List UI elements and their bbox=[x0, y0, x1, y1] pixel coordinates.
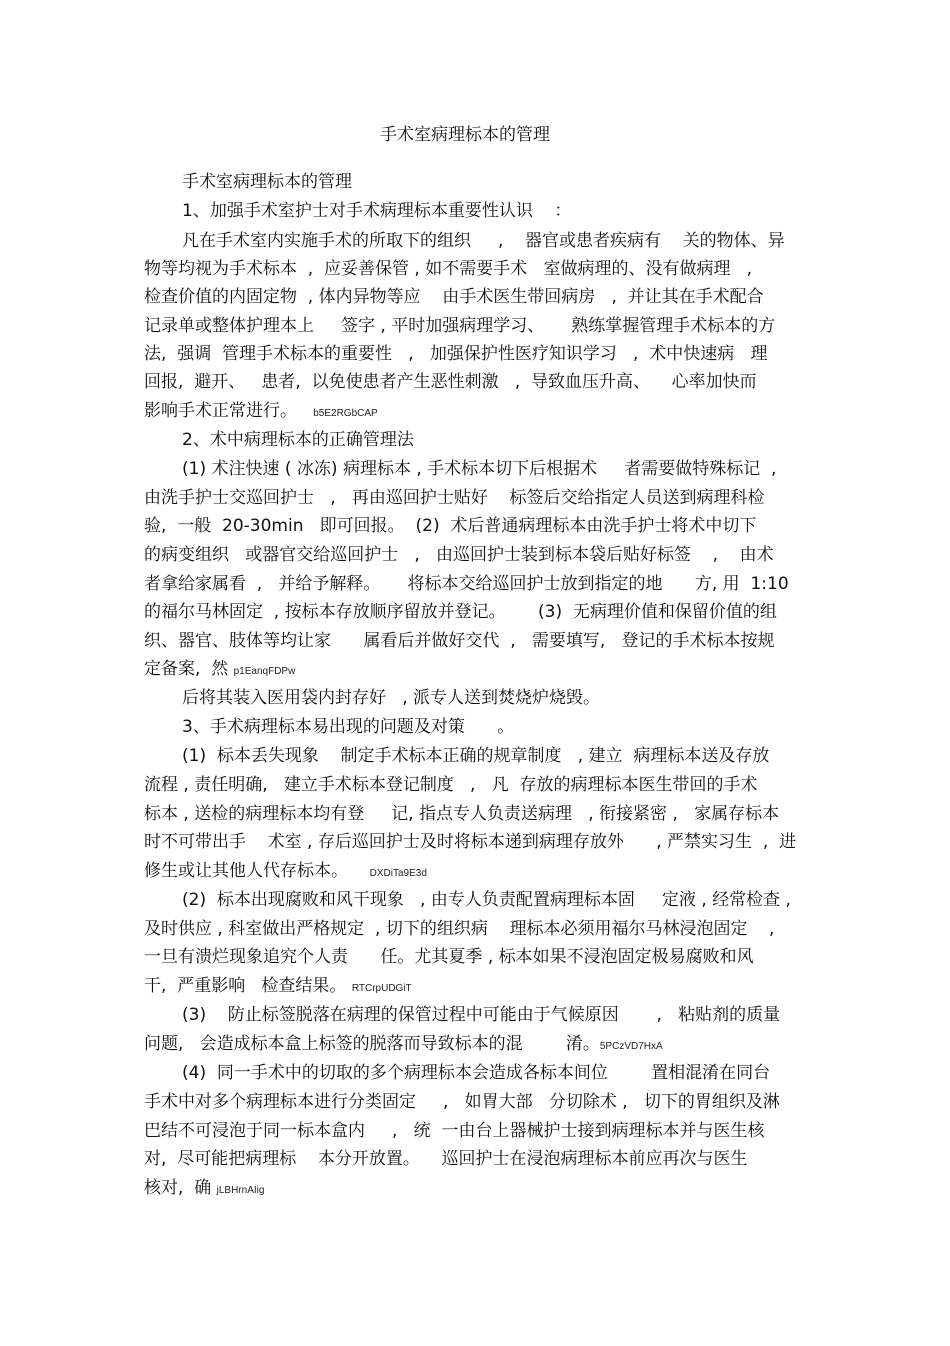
reference-code: jLBHrnAIig bbox=[216, 1185, 265, 1196]
reference-code: RTCrpUDGiT bbox=[351, 983, 412, 994]
section-3-line: 巴结不可浸泡于同一标本盒内 , 统 一由台上器械护士接到病理标本并与医生核 bbox=[144, 1121, 765, 1141]
section-2-line: 的福尔马林固定 , 按标本存放顺序留放并登记。 (3) 无病理价值和保留价值的组 bbox=[144, 602, 777, 622]
section-2-heading: 2、术中病理标本的正确管理法 bbox=[182, 430, 414, 450]
section-2-line: (1) 术注快速 ( 冰冻) 病理标本 , 手术标本切下后根据术 者需要做特殊标记 , bbox=[182, 459, 777, 479]
section-1-line: 法, 强调 管理手术标本的重要性 , 加强保护性医疗知识学习 , 术中快速病 理 bbox=[144, 344, 768, 364]
section-3-line: 时不可带出手 术室 , 存后巡回护士及时将标本递到病理存放外 , 严禁实习生 , 进 bbox=[144, 832, 797, 852]
section-2-text: 定备案, 然 bbox=[144, 659, 229, 679]
section-1-line: 凡在手术室内实施手术的所取下的组织 , 器官或患者疾病有 关的物体、异 bbox=[182, 231, 785, 251]
section-2-line: 后将其装入医用袋内封存好 , 派专人送到焚烧炉烧毁。 bbox=[182, 688, 601, 708]
section-3-line bbox=[144, 1033, 663, 1058]
section-2-line: 织、器官、肢体等均让家 属看后并做好交代 , 需要填写, 登记的手术标本按规 bbox=[144, 631, 775, 651]
section-1-line: 回报, 避开、 患者, 以免使患者产生恶性刺激 , 导致血压升高、 心率加快而 bbox=[144, 372, 757, 392]
section-1-line: 物等均视为手术标本 , 应妥善保管 , 如不需要手术 室做病理的、没有做病理 , bbox=[144, 259, 753, 279]
section-2-line: 的病变组织 或器官交给巡回护士 , 由巡回护士装到标本袋后贴好标签 , 由术 bbox=[144, 545, 774, 565]
section-3-line: (2) 标本出现腐败和风干现象 , 由专人负责配置病理标本固 定液 , 经常检查 , bbox=[182, 890, 791, 910]
section-3-line: (3) 防止标签脱落在病理的保管过程中可能由于气候原因 , 粘贴剂的质量 bbox=[182, 1005, 781, 1025]
section-3-text: 修生或让其他人代存标本。 bbox=[144, 861, 348, 881]
section-3-text: 干, 严重影响 检查结果。 bbox=[144, 976, 347, 996]
section-1-text: 影响手术正常进行。 bbox=[144, 401, 297, 421]
section-2-line bbox=[144, 658, 295, 683]
section-3-text: 问题, 会造成标本盒上标签的脱落而导致标本的混 淆。 bbox=[144, 1034, 600, 1054]
section-1-line bbox=[144, 400, 378, 425]
section-3-line bbox=[144, 860, 427, 885]
subtitle: 手术室病理标本的管理 bbox=[182, 172, 352, 192]
page-title: 手术室病理标本的管理 bbox=[380, 125, 550, 145]
section-3-heading: 3、手术病理标本易出现的问题及对策 。 bbox=[182, 717, 515, 737]
section-2-line: 验, 一般 20-30min 即可回报。 (2) 术后普通病理标本由洗手护士将术中切下 bbox=[144, 516, 757, 536]
section-1-line: 检查价值的内固定物 , 体内异物等应 由手术医生带回病房 , 并让其在手术配合 bbox=[144, 287, 764, 307]
section-3-line: 手术中对多个病理标本进行分类固定 , 如胃大部 分切除术 , 切下的胃组织及淋 bbox=[144, 1092, 780, 1112]
section-3-line bbox=[144, 1177, 264, 1202]
section-3-text: 核对, 确 bbox=[144, 1178, 212, 1198]
section-3-line: 及时供应 , 科室做出严格规定 , 切下的组织病 理标本必须用福尔马林浸泡固定 , bbox=[144, 919, 775, 939]
section-3-line: 标本 , 送检的病理标本均有登 记, 指点专人负责送病理 , 衔接紧密 , 家属存标本 bbox=[144, 804, 780, 824]
section-3-line: 对, 尽可能把病理标 本分开放置。 巡回护士在浸泡病理标本前应再次与医生 bbox=[144, 1149, 748, 1169]
reference-code: DXDiTa9E3d bbox=[369, 868, 427, 879]
reference-code: 5PCzVD7HxA bbox=[599, 1041, 663, 1052]
reference-code: b5E2RGbCAP bbox=[313, 408, 378, 419]
reference-code: p1EanqFDPw bbox=[233, 666, 296, 677]
section-3-line bbox=[144, 975, 412, 1000]
section-3-line: (1) 标本丢失现象 制定手术标本正确的规章制度 , 建立 病理标本送及存放 bbox=[182, 746, 770, 766]
section-2-line: 者拿给家属看 , 并给予解释。 将标本交给巡回护士放到指定的地 方, 用 1:10 bbox=[144, 574, 789, 594]
section-1-heading: 1、加强手术室护士对手术病理标本重要性认识 ： bbox=[182, 201, 572, 221]
section-2-line: 由洗手护士交巡回护士 , 再由巡回护士贴好 标签后交给指定人员送到病理科检 bbox=[144, 488, 765, 508]
section-3-line: (4) 同一手术中的切取的多个病理标本会造成各标本间位 置相混淆在同台 bbox=[182, 1063, 771, 1083]
section-3-line: 一旦有溃烂现象追究个人责 任。尤其夏季 , 标本如果不浸泡固定极易腐败和风 bbox=[144, 947, 754, 967]
section-1-line: 记录单或整体护理本上 签字 , 平时加强病理学习、 熟练掌握管理手术标本的方 bbox=[144, 316, 776, 336]
section-3-line: 流程 , 责任明确, 建立手术标本登记制度 , 凡 存放的病理标本医生带回的手术 bbox=[144, 775, 758, 795]
